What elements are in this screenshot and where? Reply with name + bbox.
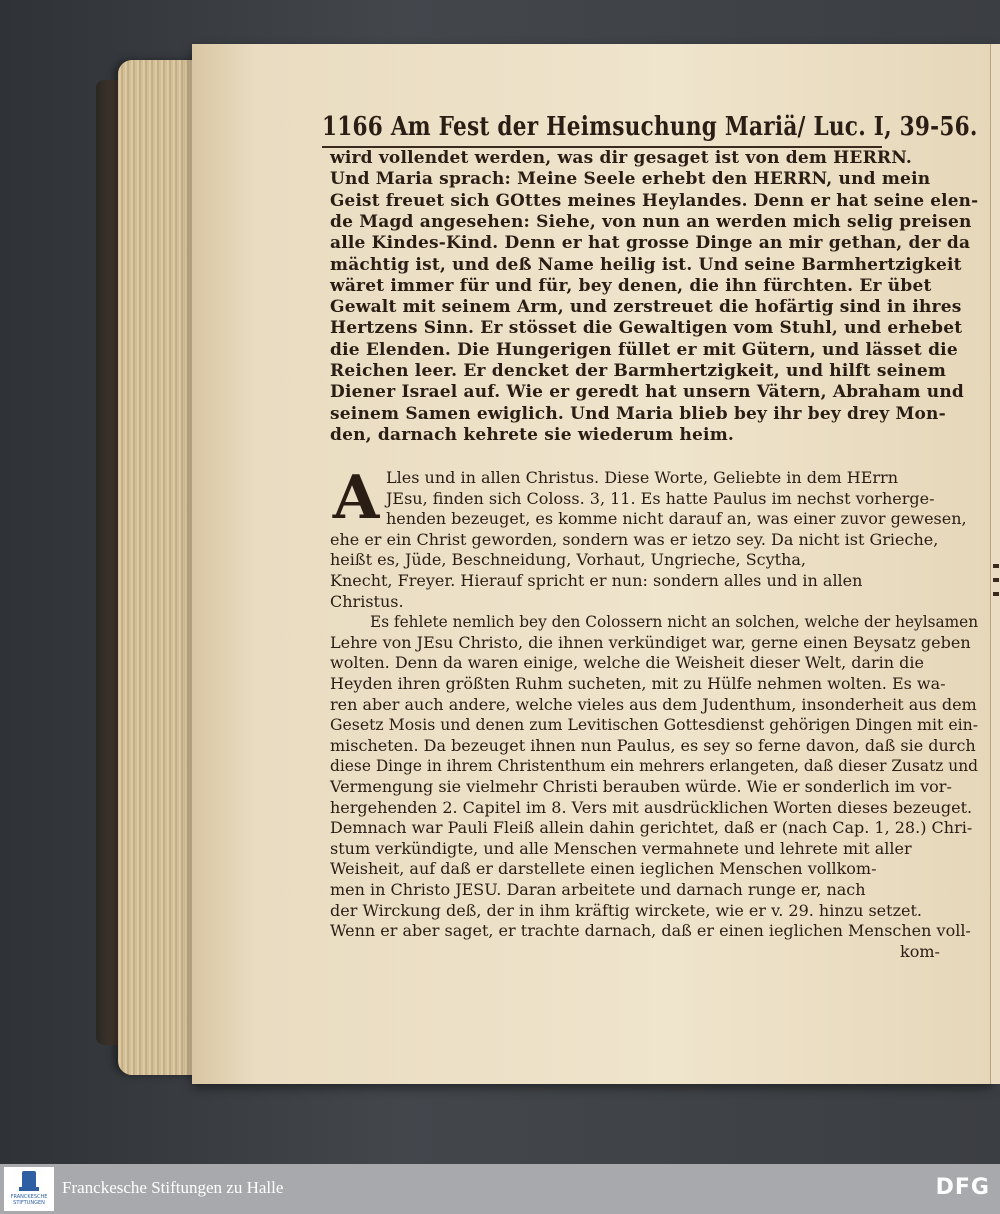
bible-line: seinem Samen ewiglich. Und Maria blieb bey ihr bey drey Mon- xyxy=(330,403,946,424)
franckesche-logo[interactable] xyxy=(4,1167,54,1211)
body-line: ren aber auch andere, welche vieles aus dem Judenthum, insonderheit aus dem xyxy=(330,694,977,714)
body-line: men in Christo JESU. Daran arbeitete und darnach runge er, nach xyxy=(330,880,866,899)
body-line: mischeten. Da bezeuget ihnen nun Paulus, es sey so ferne davon, daß sie durch xyxy=(330,735,976,755)
body-line: hergehenden 2. Capitel im 8. Vers mit ausdrücklichen Worten dieses bezeuget. xyxy=(330,797,973,817)
footer-bar xyxy=(0,1164,1000,1214)
body-line: Heyden ihren größten Ruhm sucheten, mit zu Hülfe nehmen wolten. Es wa- xyxy=(330,674,946,693)
body-line: Gesetz Mosis und denen zum Levitischen Gottesdienst gehörigen Dingen mit ein- xyxy=(330,715,979,735)
page-edges xyxy=(118,60,198,1075)
next-page-marks xyxy=(993,564,999,604)
body-line: Knecht, Freyer. Hierauf spricht er nun: sondern alles und in allen xyxy=(330,571,863,590)
body-line: Wenn er aber saget, er trachte darnach, daß er einen ieglichen Menschen voll- xyxy=(330,921,971,941)
body-line: henden bezeuget, es komme nicht darauf an, was einer zuvor gewesen, xyxy=(386,509,967,529)
body-line: JEsu, finden sich Coloss. 3, 11. Es hatte Paulus im nechst vorherge- xyxy=(386,488,935,508)
page-header: 1166 Am Fest der Heimsuchung Mariä/ Luc. I, 39-56. xyxy=(322,112,978,142)
bible-line: Hertzens Sinn. Er stösset die Gewaltigen vom Stuhl, und erhebet xyxy=(330,318,963,339)
dfg-logo[interactable]: DFG xyxy=(935,1175,990,1200)
bible-line: die Elenden. Die Hungerigen füllet er mit Gütern, und lässet die xyxy=(330,339,958,360)
body-line: Lehre von JEsu Christo, die ihnen verkündiget war, gerne einen Beysatz geben xyxy=(330,632,971,652)
bible-line: Und Maria sprach: Meine Seele erhebt den HERRN, und mein xyxy=(330,169,931,190)
bible-line: den, darnach kehrete sie wiederum heim. xyxy=(330,424,735,445)
bible-line: de Magd angesehen: Siehe, von nun an werden mich selig preisen xyxy=(330,211,972,232)
bible-line: alle Kindes-Kind. Denn er hat grosse Dinge an mir gethan, der da xyxy=(330,233,971,254)
body-line: der Wirckung deß, der in ihm kräftig wirckete, wie er v. 29. hinzu setzet. xyxy=(330,900,922,920)
body-line: wolten. Denn da waren einige, welche die Weisheit dieser Welt, darin die xyxy=(330,653,925,673)
body-line: heißt es, Jüde, Beschneidung, Vorhaut, Ungrieche, Scytha, xyxy=(330,550,807,570)
logo-label: FRANCKESCHE STIFTUNGEN xyxy=(10,1194,48,1206)
body-line: Christus. xyxy=(330,591,404,611)
footer-title[interactable]: Franckesche Stiftungen zu Halle xyxy=(62,1178,284,1197)
bible-line: wird vollendet werden, was dir gesaget ist von dem HERRN. xyxy=(330,148,913,168)
bible-line: Gewalt mit seinem Arm, und zerstreuet die hofärtig sind in ihres xyxy=(330,297,962,318)
next-page-edge xyxy=(990,44,1000,1084)
bible-line: Reichen leer. Er dencket der Barmhertzigkeit, und hilft seinem xyxy=(330,361,947,381)
body-line: Lles und in allen Christus. Diese Worte, Geliebte in dem HErrn xyxy=(386,468,899,487)
bible-line: wäret immer für und für, bey denen, die ihn fürchten. Er übet xyxy=(330,275,932,296)
drop-cap: A xyxy=(332,463,380,533)
bible-line: Diener Israel auf. Wie er geredt hat unsern Vätern, Abraham und xyxy=(330,382,964,403)
body-line: kom- xyxy=(900,941,940,961)
body-line: diese Dinge in ihrem Christenthum ein mehrers erlangeten, daß dieser Zusatz und xyxy=(330,756,978,776)
body-line: stum verkündigte, und alle Menschen vermahnete und lehrete mit aller xyxy=(330,838,912,858)
logo-base-icon xyxy=(19,1187,39,1191)
body-line: Es fehlete nemlich bey den Colossern nicht an solchen, welche der heylsamen xyxy=(370,612,979,632)
body-line: Weisheit, auf daß er darstellete einen ieglichen Menschen vollkom- xyxy=(330,859,877,879)
body-line: Demnach war Pauli Fleiß allein dahin gerichtet, daß er (nach Cap. 1, 28.) Chri- xyxy=(330,818,973,838)
body-line: ehe er ein Christ geworden, sondern was er ietzo sey. Da nicht ist Grieche, xyxy=(330,529,939,549)
bible-line: Geist freuet sich GOttes meines Heylandes. Denn er hat seine elen- xyxy=(330,190,979,211)
bible-line: mächtig ist, und deß Name heilig ist. Und seine Barmhertzigkeit xyxy=(330,254,962,275)
body-line: Vermengung sie vielmehr Christi berauben würde. Wie er sonderlich im vor- xyxy=(330,777,952,796)
